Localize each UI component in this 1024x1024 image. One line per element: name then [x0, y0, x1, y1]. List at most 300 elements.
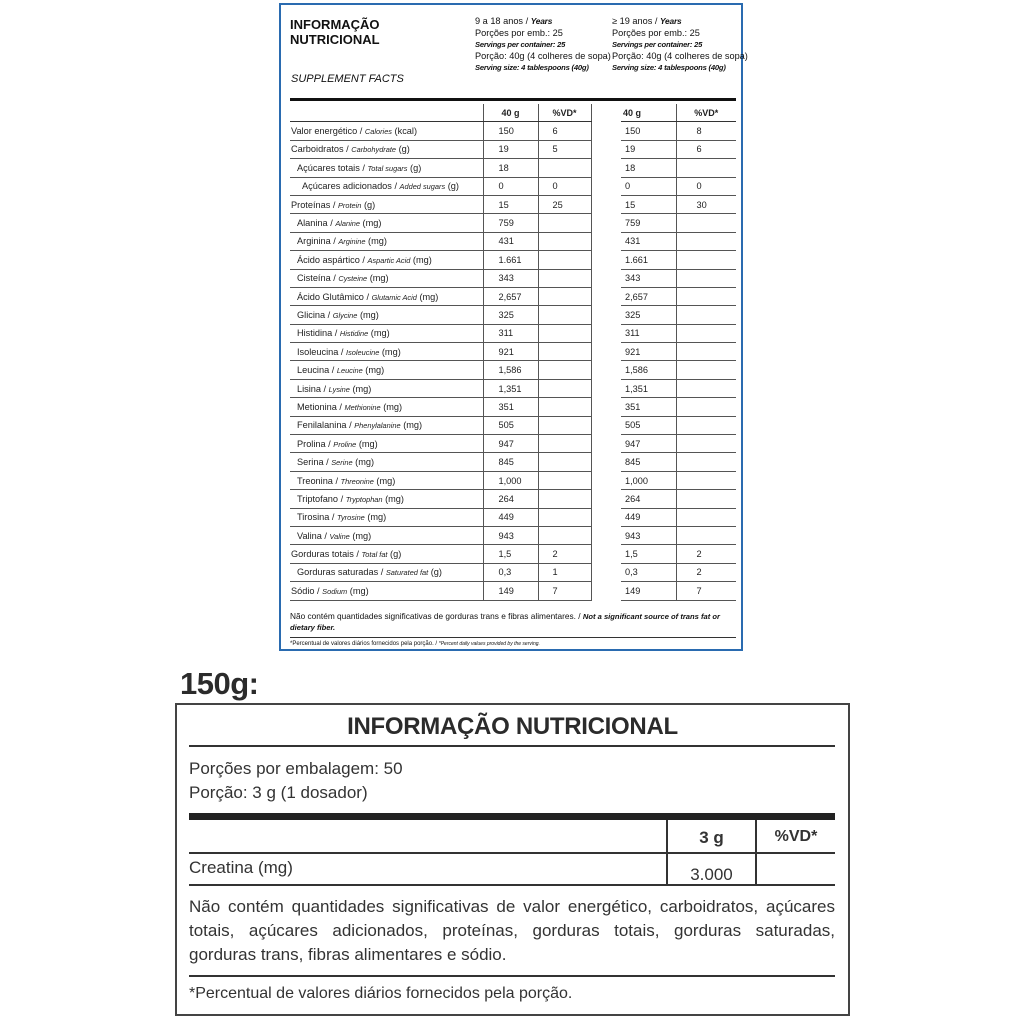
nutrient-label [290, 324, 483, 342]
nutrient-unit: (mg) [357, 309, 379, 320]
nutrient-name: Gorduras saturadas / [297, 567, 386, 578]
title-divider [189, 745, 835, 747]
amount-19-plus: 325 [621, 306, 676, 324]
amount-9-18: 431 [483, 232, 538, 250]
amount-19-plus: 18 [621, 159, 676, 177]
table-row [290, 214, 736, 232]
table-row [290, 435, 736, 453]
column-gap [591, 324, 621, 342]
nutrient-label [290, 563, 483, 581]
nutrient-name-en: Phenylalanine [354, 421, 401, 431]
panel2-servings-block [189, 757, 403, 805]
amount-9-18: 351 [483, 398, 538, 416]
nutrient-name-en: Methionine [344, 402, 381, 412]
nutrient-unit: (g) [387, 549, 402, 560]
amount-9-18: 943 [483, 526, 538, 544]
dv-9-18 [538, 398, 591, 416]
amount-19-plus: 845 [621, 453, 676, 471]
table-row [290, 232, 736, 250]
amount-19-plus: 0,3 [621, 563, 676, 581]
dv-9-18: 1 [538, 563, 591, 581]
dv-19-plus [676, 251, 736, 269]
portion-en: Serving size: 4 tablespoons (40g) [612, 63, 726, 72]
dv-19-plus: 6 [676, 140, 736, 158]
column-gap [591, 453, 621, 471]
column-gap [591, 379, 621, 397]
nutrient-unit: (mg) [382, 493, 404, 504]
dv-9-18 [538, 508, 591, 526]
nutrient-label [290, 545, 483, 563]
dv-9-18 [538, 343, 591, 361]
amount-9-18: 1,5 [483, 545, 538, 563]
amount-19-plus: 311 [621, 324, 676, 342]
nutrient-name-en: Serine [331, 458, 353, 468]
nutrient-unit: (g) [407, 162, 422, 173]
nutrient-label [290, 343, 483, 361]
column-gap [591, 508, 621, 526]
nutrient-name: Tirosina / [297, 512, 337, 523]
header-col-9-18 [475, 16, 615, 74]
dv-19-plus [676, 232, 736, 250]
nutrient-label [290, 453, 483, 471]
creatine-table-header [189, 820, 835, 854]
creatine-nutrition-panel [175, 703, 850, 1016]
table-row [290, 269, 736, 287]
age-en: Years [530, 16, 553, 26]
nutrient-unit: (mg) [367, 273, 389, 284]
amount-9-18: 325 [483, 306, 538, 324]
dv-19-plus: 0 [676, 177, 736, 195]
nutrient-name: Ácido Glutâmico / [297, 291, 372, 302]
table-row [290, 416, 736, 434]
nutrient-label [290, 122, 483, 140]
dv-9-18: 7 [538, 582, 591, 600]
table-row [290, 398, 736, 416]
nutrient-label [290, 582, 483, 600]
dv-9-18 [538, 361, 591, 379]
nutrient-name-en: Protein [337, 200, 362, 210]
nutrient-name-en: Threonine [340, 476, 374, 486]
thick-divider [189, 813, 835, 820]
nutrient-label [290, 435, 483, 453]
nutrient-name: Metionina / [297, 401, 345, 412]
dv-9-18 [538, 159, 591, 177]
table-row [189, 854, 835, 886]
amount-19-plus: 449 [621, 508, 676, 526]
column-gap [591, 306, 621, 324]
amount-19-plus: 343 [621, 269, 676, 287]
panel1-subtitle: SUPPLEMENT FACTS [291, 73, 404, 85]
amount-19-plus: 149 [621, 582, 676, 600]
nutrient-unit: (mg) [362, 365, 385, 376]
dv-9-18: 0 [538, 177, 591, 195]
nutrient-unit: (mg) [400, 420, 423, 431]
dv-9-18 [538, 251, 591, 269]
nutrient-name-en: Arginine [338, 237, 366, 247]
dv-19-plus [676, 214, 736, 232]
servings: Porções por emb.: 25 [612, 27, 700, 38]
nutrient-name: Serina / [297, 457, 332, 468]
nutrient-name-en: Added sugars [399, 182, 446, 192]
age-range [475, 16, 615, 28]
dv-19-plus: 2 [676, 563, 736, 581]
column-divider [755, 820, 757, 884]
size-label: 150g: [180, 666, 259, 701]
nutrient-name-en: Leucine [336, 366, 363, 376]
amount-9-18: 845 [483, 453, 538, 471]
amount-9-18: 505 [483, 416, 538, 434]
nutrient-name-en: Alanine [335, 219, 360, 229]
dv-9-18 [538, 287, 591, 305]
portion: Porção: 40g (4 colheres de sopa) [475, 50, 611, 61]
table-row [290, 159, 736, 177]
table-row [290, 324, 736, 342]
nutrient-name-en: Histidine [339, 329, 369, 339]
nutrient-unit: (mg) [356, 438, 378, 449]
nutrient-name: Proteínas / [291, 199, 338, 210]
amount-19-plus: 1,000 [621, 471, 676, 489]
dv-9-18: 25 [538, 195, 591, 213]
age-pt: ≥ 19 anos / [612, 16, 660, 26]
nutrient-label [290, 490, 483, 508]
dv-9-18 [538, 416, 591, 434]
dv-9-18 [538, 269, 591, 287]
nutrient-unit: (mg) [364, 512, 387, 523]
amount-19-plus: 2,657 [621, 287, 676, 305]
amount-9-18: 2,657 [483, 287, 538, 305]
portion: Porção: 40g (4 colheres de sopa) [612, 50, 748, 61]
column-gap [591, 122, 621, 140]
column-gap [591, 140, 621, 158]
servings-en: Servings per container: 25 [475, 40, 566, 49]
amount-19-plus: 921 [621, 343, 676, 361]
amount-9-18: 18 [483, 159, 538, 177]
dv-19-plus: 2 [676, 545, 736, 563]
nutrient-name-en: Valine [329, 531, 350, 541]
dv-19-plus [676, 398, 736, 416]
table-row [290, 177, 736, 195]
nutrient-name: Alanina / [297, 218, 336, 229]
nutrient-label [290, 306, 483, 324]
nutrient-label [290, 471, 483, 489]
table-row [290, 343, 736, 361]
dv-19-plus [676, 526, 736, 544]
amount-9-18: 264 [483, 490, 538, 508]
amount-19-plus: 1,5 [621, 545, 676, 563]
nutrition-table-body [290, 122, 736, 600]
nutrient-name: Leucina / [297, 365, 337, 376]
nutrient-name: Prolina / [297, 438, 334, 449]
column-gap [591, 177, 621, 195]
dv-19-plus [676, 508, 736, 526]
nutrient-unit: (mg) [368, 328, 390, 339]
column-gap [591, 398, 621, 416]
nutrient-label [290, 195, 483, 213]
dv-19-plus [676, 361, 736, 379]
dv-19-plus [676, 343, 736, 361]
nutrient-name: Valina / [297, 530, 330, 541]
nutrient-unit: (mg) [373, 475, 396, 486]
amount-19-plus: 1,351 [621, 379, 676, 397]
amount-9-18: 0,3 [483, 563, 538, 581]
table-row [290, 122, 736, 140]
nutrient-unit: (g) [361, 199, 376, 210]
nutrient-unit: (mg) [359, 218, 382, 229]
amount-header-1: 40 g [483, 104, 538, 122]
column-gap [591, 416, 621, 434]
panel1-dv-footnote [290, 641, 540, 647]
title-line-1: INFORMAÇÃO [290, 17, 380, 32]
nutrient-name-en: Proline [333, 439, 357, 449]
dv-19-plus [676, 287, 736, 305]
dv-19-plus [676, 306, 736, 324]
nutrient-name-en: Total fat [361, 550, 388, 560]
age-range [612, 16, 752, 28]
dv-19-plus [676, 324, 736, 342]
nutrient-name-en: Total sugars [367, 163, 408, 173]
dv-9-18 [538, 214, 591, 232]
column-gap [591, 343, 621, 361]
dv-header: %VD* [774, 828, 818, 845]
panel1-footnote [290, 611, 736, 633]
nutrient-name: Lisina / [297, 383, 329, 394]
dv-footnote-pt: *Percentual de valores diários fornecidos pela porção. / [290, 641, 439, 647]
column-gap [591, 251, 621, 269]
creatine-label: Creatina (mg) [189, 858, 293, 877]
portion-size: Porção: 3 g (1 dosador) [189, 783, 368, 802]
amount-19-plus: 943 [621, 526, 676, 544]
dv-9-18 [538, 306, 591, 324]
servings-en: Servings per container: 25 [612, 40, 703, 49]
dv-9-18: 6 [538, 122, 591, 140]
age-en: Years [659, 16, 682, 26]
amount-9-18: 759 [483, 214, 538, 232]
blank-header [290, 104, 483, 122]
dv-header-2: %VD* [676, 104, 736, 122]
nutrient-label [290, 416, 483, 434]
nutrient-name-en: Lysine [328, 384, 350, 394]
dv-9-18 [538, 471, 591, 489]
dv-19-plus [676, 453, 736, 471]
nutrient-unit: (kcal) [392, 126, 418, 137]
nutrient-name-en: Saturated fat [385, 568, 429, 578]
nutrient-label [290, 140, 483, 158]
amount-19-plus: 351 [621, 398, 676, 416]
amount-9-18: 150 [483, 122, 538, 140]
servings: Porções por emb.: 25 [475, 27, 563, 38]
nutrient-unit: (g) [396, 144, 410, 155]
dv-9-18 [538, 526, 591, 544]
column-gap [591, 232, 621, 250]
nutrient-name: Cisteína / [297, 273, 339, 284]
dv-19-plus [676, 379, 736, 397]
table-row [290, 379, 736, 397]
amount-9-18: 15 [483, 195, 538, 213]
nutrient-unit: (mg) [349, 530, 372, 541]
nutrient-name: Treonina / [297, 475, 341, 486]
column-gap [591, 490, 621, 508]
table-row [290, 508, 736, 526]
gap-header [591, 104, 621, 122]
nutrient-label [290, 398, 483, 416]
header-divider [290, 98, 736, 101]
amount-9-18: 921 [483, 343, 538, 361]
amount-19-plus: 264 [621, 490, 676, 508]
nutrient-name: Isoleucina / [297, 346, 347, 357]
table-row [290, 453, 736, 471]
amount-header: 3 g [699, 828, 724, 847]
nutrient-name-en: Cysteine [338, 274, 368, 284]
nutrient-label [290, 361, 483, 379]
dv-19-plus [676, 269, 736, 287]
amount-9-18: 1,351 [483, 379, 538, 397]
amount-9-18: 1,000 [483, 471, 538, 489]
panel1-title [290, 17, 380, 47]
column-gap [591, 526, 621, 544]
note-divider [189, 975, 835, 977]
table-row [290, 361, 736, 379]
nutrient-unit: (g) [428, 567, 442, 578]
nutrient-unit: (mg) [416, 291, 439, 302]
servings-per-package: Porções por embalagem: 50 [189, 759, 403, 778]
dv-19-plus: 7 [676, 582, 736, 600]
amount-19-plus: 0 [621, 177, 676, 195]
amount-19-plus: 19 [621, 140, 676, 158]
nutrient-label [290, 251, 483, 269]
nutrient-unit: (mg) [365, 236, 387, 247]
nutrient-label [290, 177, 483, 195]
nutrient-name: Gorduras totais / [291, 549, 362, 560]
nutrient-unit: (mg) [379, 346, 401, 357]
table-header-row [290, 104, 736, 122]
column-gap [591, 471, 621, 489]
nutrient-unit: (mg) [347, 585, 369, 596]
amount-19-plus: 1,586 [621, 361, 676, 379]
portion-en: Serving size: 4 tablespoons (40g) [475, 63, 589, 72]
dv-footnote-en: *Percent daily values provided by the serving. [438, 641, 540, 647]
nutrient-name-en: Carbohydrate [351, 145, 397, 155]
nutrient-name: Açúcares totais / [297, 162, 368, 173]
amount-19-plus: 759 [621, 214, 676, 232]
amount-19-plus: 150 [621, 122, 676, 140]
column-gap [591, 269, 621, 287]
dv-19-plus [676, 471, 736, 489]
column-gap [591, 545, 621, 563]
dv-9-18 [538, 379, 591, 397]
column-gap [591, 361, 621, 379]
table-row [290, 471, 736, 489]
nutrient-name-en: Calories [364, 127, 392, 137]
nutrient-name: Valor energético / [291, 126, 365, 137]
dv-9-18 [538, 232, 591, 250]
table-row [290, 582, 736, 600]
nutrient-label [290, 508, 483, 526]
creatine-value: 3.000 [690, 865, 733, 884]
nutrient-unit: (mg) [352, 457, 375, 468]
dv-19-plus: 8 [676, 122, 736, 140]
panel2-note: Não contém quantidades significativas de valor energético, carboidratos, açúcares totais, açúcares adicionados, proteínas, gorduras totais, gorduras saturadas, gorduras trans, fibras alimentares e sódio. [189, 897, 835, 964]
nutrient-name: Histidina / [297, 328, 340, 339]
nutrient-unit: (mg) [410, 254, 432, 265]
amount-9-18: 149 [483, 582, 538, 600]
panel2-title: INFORMAÇÃO NUTRICIONAL [347, 713, 678, 740]
nutrient-unit: (g) [445, 181, 459, 192]
amount-19-plus: 505 [621, 416, 676, 434]
table-row [290, 306, 736, 324]
nutrient-label [290, 526, 483, 544]
nutrient-name-en: Glutamic Acid [371, 292, 417, 302]
amount-9-18: 1,586 [483, 361, 538, 379]
nutrient-label [290, 379, 483, 397]
amount-9-18: 343 [483, 269, 538, 287]
table-row [290, 490, 736, 508]
table-row [290, 563, 736, 581]
dv-9-18 [538, 324, 591, 342]
column-gap [591, 195, 621, 213]
footnote-pt: Não contém quantidades significativas de gorduras trans e fibras alimentares. / [290, 611, 583, 621]
nutrient-label [290, 287, 483, 305]
nutrient-name-en: Sodium [322, 586, 348, 596]
amount-19-plus: 15 [621, 195, 676, 213]
age-pt: 9 a 18 anos / [475, 16, 531, 26]
nutrient-name: Sódio / [291, 585, 323, 596]
table-row [290, 545, 736, 563]
dv-9-18 [538, 453, 591, 471]
table-row [290, 251, 736, 269]
header-col-19-plus [612, 16, 752, 74]
nutrient-name: Carboidratos / [291, 144, 352, 155]
nutrient-label [290, 214, 483, 232]
table-row [290, 526, 736, 544]
dv-9-18: 5 [538, 140, 591, 158]
dv-9-18: 2 [538, 545, 591, 563]
nutrient-label [290, 159, 483, 177]
nutrient-name-en: Aspartic Acid [367, 255, 411, 265]
nutrient-name: Açúcares adicionados / [302, 181, 400, 192]
title-line-2: NUTRICIONAL [290, 32, 380, 47]
dv-19-plus [676, 490, 736, 508]
nutrient-label [290, 232, 483, 250]
amount-header-2: 40 g [621, 104, 676, 122]
amount-9-18: 19 [483, 140, 538, 158]
column-gap [591, 582, 621, 600]
footnote-divider [290, 637, 736, 638]
table-row [290, 195, 736, 213]
dv-header-1: %VD* [538, 104, 591, 122]
amount-9-18: 449 [483, 508, 538, 526]
dv-19-plus: 30 [676, 195, 736, 213]
nutrient-unit: (mg) [380, 401, 403, 412]
amount-19-plus: 431 [621, 232, 676, 250]
nutrition-table [290, 104, 736, 601]
supplement-facts-panel [279, 3, 748, 651]
footnote-en: Not a significant source of trans fat or dietary fiber. [290, 612, 720, 632]
table-row [290, 140, 736, 158]
nutrient-name-en: Glycine [332, 310, 358, 320]
dv-19-plus [676, 435, 736, 453]
nutrient-name-en: Isoleucine [346, 347, 380, 357]
amount-9-18: 311 [483, 324, 538, 342]
nutrient-name-en: Tryptophan [345, 494, 383, 504]
amount-9-18: 1.661 [483, 251, 538, 269]
column-gap [591, 287, 621, 305]
dv-9-18 [538, 435, 591, 453]
nutrient-name-en: Tyrosine [337, 513, 365, 523]
column-gap [591, 159, 621, 177]
table-row [290, 287, 736, 305]
nutrient-name: Glicina / [297, 309, 333, 320]
nutrient-unit: (mg) [349, 383, 372, 394]
